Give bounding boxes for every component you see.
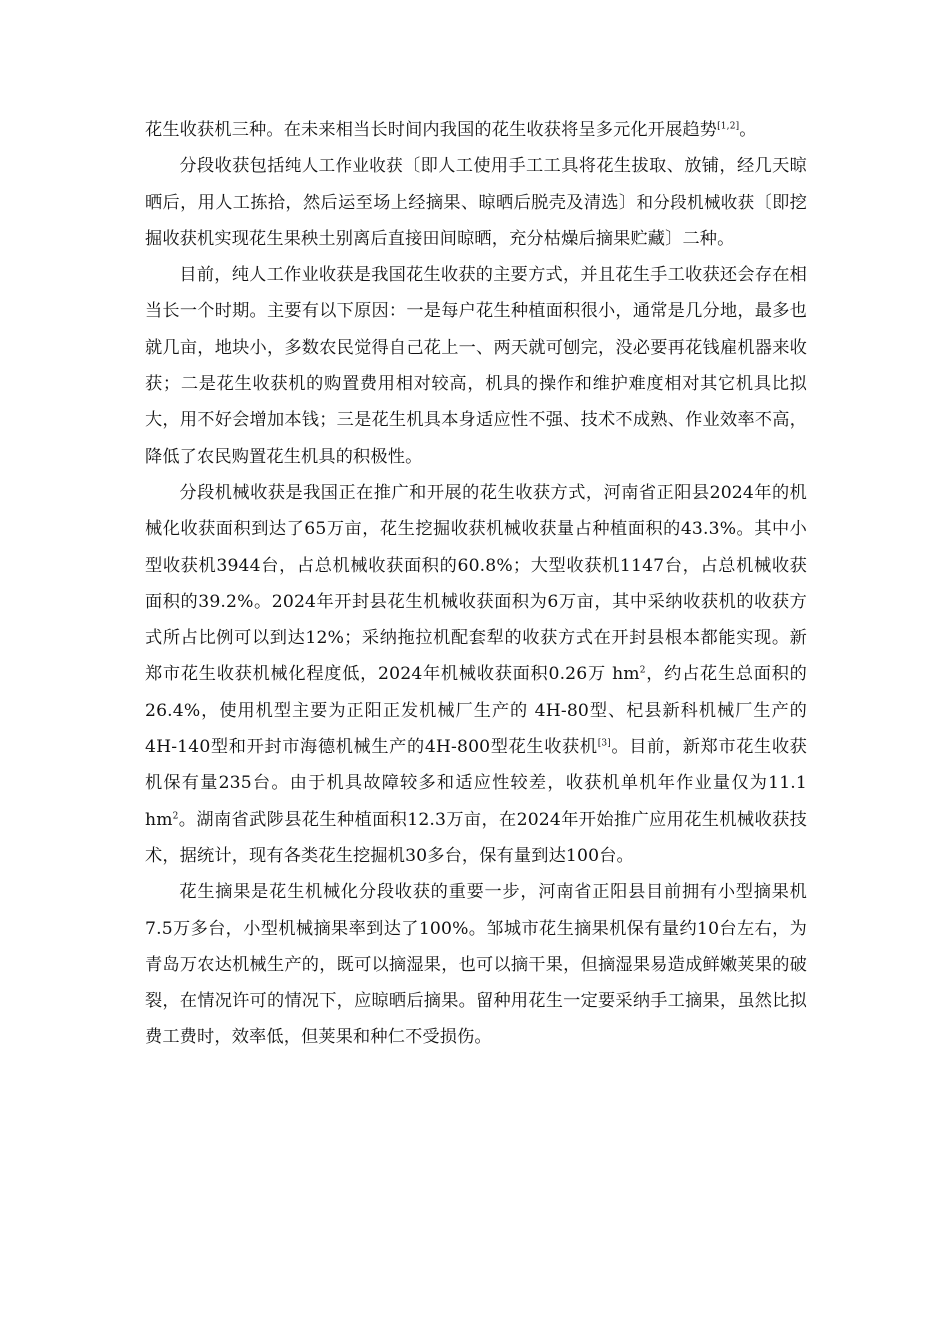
citation-3[interactable]: [3]	[597, 738, 611, 749]
term-manual-harvest: 纯人工作业收获	[284, 156, 404, 176]
paragraph-4-part-d: 。湖南省武陟县花生种植面积12.3万亩，在2024年开始推广应用花生机械收获技术，据统计，现有各类花生挖掘机30多台，保有量到达100台。	[145, 809, 807, 866]
paragraph-2-lead: 分段收获包括	[179, 156, 285, 177]
paragraph-1	[145, 112, 807, 148]
superscript-squared-1: 2	[639, 665, 646, 676]
paragraph-1-text: 花生收获机三种。在未来相当长时间内我国的花生收获将呈多元化开展趋势	[145, 120, 718, 140]
citation-1-2[interactable]: [1,2]	[717, 121, 740, 132]
paragraph-3: 目前，纯人工作业收获是我国花生收获的主要方式，并且花生手工收获还会存在相当长一个时期。主要有以下原因：一是每户花生种植面积很小，通常是几分地，最多也就几亩，地块小，多数农民觉得自己花上一、两天就可刨完，没必要再花钱雇机器来收获；二是花生收获机的购置费用相对较高，机具的操作和维护难度相对其它机具比拟大，用不好会增加本钱；三是花生机具本身适应性不强、技术不成熟、作业效率不高，降低了农民购置花生机具的积极性。	[145, 265, 807, 467]
paragraph-5: 花生摘果是花生机械化分段收获的重要一步，河南省正阳县目前拥有小型摘果机7.5万多台，小型机械摘果率到达了100%。邹城市花生摘果机保有量约10台左右，为青岛万农达机械生产的，既可以摘湿果，也可以摘干果，但摘湿果易造成鲜嫩荚果的破裂，在情况许可的情况下，应晾晒后摘果。留种用花生一定要采纳手工摘果，虽然比拟费工费时，效率低，但荚果和种仁不受损伤。	[145, 882, 807, 1048]
paragraph-1-end: 。	[739, 120, 757, 140]
body-text	[145, 112, 807, 1056]
paragraph-2-manual-desc: 〔即人工使用手工工具将花生拔取、放铺，经几天晾晒后，用人工拣拾，然后运至场上经摘果、晾晒后脱壳及清选〕	[145, 156, 807, 213]
term-segmented-mechanical-harvest: 和分段机械收获	[636, 192, 755, 212]
superscript-squared-2: 2	[172, 810, 179, 821]
paragraph-2	[145, 148, 807, 257]
paragraph-4-part-a: 分段机械收获是我国正在推广和开展的花生收获方式，河南省正阳县2024年的机械化收获面积到达了65万亩，花生挖掘收获机械收获量占种植面积的43.3%。其中小型收获机3944台，占总机械收获面积的60.8%；大型收获机1147台，占总机械收获面积的39.2%。2024年开封县花生机械收获面积为6万亩，其中采纳收获机的收获方式所占比例可以到达12%；采纳拖拉机配套犁的收获方式在开封县根本都能实现。新郑市花生收获机械化程度低，2024年机械收获面积0.26万 hm	[145, 482, 807, 685]
paragraph-2-mechanical-desc: 〔即挖掘收获机实现花生果秧土别离后直接田间晾晒，充分枯燥后摘果贮藏〕二种。	[145, 192, 807, 249]
paragraph-4-part-c: 。目前，新郑市花生收获机保有量235台。由于机具故障较多和适应性较差，收获机单机年作业量仅为11.1 hm	[145, 737, 808, 830]
paragraph-4	[145, 475, 807, 874]
paragraph-4-part-b: ，约占花生总面积的26.4%，使用机型主要为正阳正发机械厂生产的 4H-80型、杞县新科机械厂生产的4H-140型和开封市海德机械生产的4H-800型花生收获机	[145, 664, 807, 758]
